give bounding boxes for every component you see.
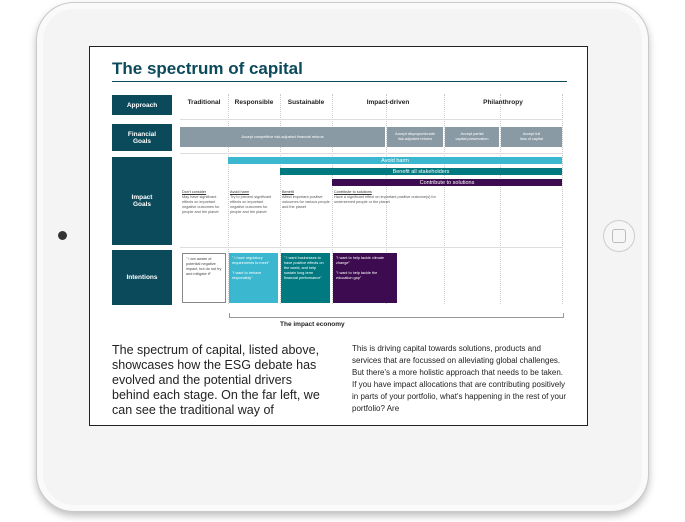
camera-icon xyxy=(58,231,67,240)
column-header-responsible: Responsible xyxy=(234,99,274,106)
impact-contribute xyxy=(334,190,444,205)
row-label-approach: Approach xyxy=(112,95,172,115)
column-divider xyxy=(562,94,563,304)
home-button[interactable] xyxy=(603,220,635,252)
intention-responsible-2: "I want to behave responsibly" xyxy=(232,271,262,280)
impact-sustainable-head: Benefit xyxy=(282,190,294,194)
impact-traditional xyxy=(182,190,226,215)
impact-contribute-body: Have a significant effect on important positive outcome(s) for underserved people or the planet xyxy=(334,195,436,204)
column-header-philanthropy: Philanthropy xyxy=(483,99,523,106)
impact-responsible-head: Avoid harm xyxy=(230,190,250,194)
body-text-left: The spectrum of capital, listed above, showcases how the ESG debate has evolved and the potential drivers behind each stage. On the far left, we can see the traditional way of xyxy=(112,343,320,417)
intention-traditional: " I am aware of potential negative impact, but do not try and mitigate it" xyxy=(182,253,226,303)
impact-responsible-body: Try to prevent significant effects on important negative outcomes for people and the planet xyxy=(230,195,272,214)
intention-impact-2: "I want to help tackle the education gap" xyxy=(336,271,378,280)
column-divider xyxy=(444,94,445,304)
title-divider xyxy=(112,81,567,82)
impact-traditional-head: Don't consider xyxy=(182,190,207,194)
intention-responsible-1: " I have regulatory requirements to meet" xyxy=(232,256,270,265)
impact-traditional-body: May have significant effects on important negative outcomes for people and the planet xyxy=(182,195,220,214)
column-header-traditional: Traditional xyxy=(187,99,221,106)
financial-goal-disproportionate: Accept disproportionate risk-adjusted returns xyxy=(387,127,443,147)
intention-impact xyxy=(333,253,397,303)
impact-sustainable xyxy=(282,190,330,210)
impact-economy-label: The impact economy xyxy=(280,321,345,328)
financial-goal-partial: Accept partial capital preservation xyxy=(445,127,499,147)
impact-economy-bracket xyxy=(229,313,564,318)
bar-contribute-solutions: Contribute to solutions xyxy=(332,179,562,186)
intention-impact-1: "I want to help tackle climate change" xyxy=(336,256,384,265)
column-divider xyxy=(500,94,501,304)
row-divider xyxy=(180,247,562,248)
row-divider xyxy=(180,153,562,154)
page-title: The spectrum of capital xyxy=(112,59,303,78)
column-header-sustainable: Sustainable xyxy=(287,99,325,106)
impact-contribute-head: Contribute to solutions xyxy=(334,190,372,194)
bar-benefit-stakeholders: Benefit all stakeholders xyxy=(280,168,562,175)
row-divider xyxy=(180,119,562,120)
impact-sustainable-body: Affect important positive outcomes for various people and the planet xyxy=(282,195,330,209)
row-label-intentions: Intentions xyxy=(112,250,172,305)
impact-responsible xyxy=(230,190,278,215)
body-text-right: This is driving capital towards solutions, products and services that are focussed on alleviating global challenges. But there's a more holistic approach that needs to be taken. If you have impact allocations that are contributing positively in parts of your portfolio, what's happening in the rest of your portfolio? Are xyxy=(352,344,567,413)
financial-goal-competitive: Accept competitive risk-adjusted financial returns xyxy=(180,127,385,147)
financial-goal-full-loss: Accept full loss of capital xyxy=(501,127,562,147)
bar-avoid-harm: Avoid harm xyxy=(228,157,562,164)
tablet-screen xyxy=(89,46,588,426)
intention-sustainable: " I want businesses to have positive effects on the world, and help sustain long-term financial performance" xyxy=(281,253,330,303)
row-label-impact-goals: Impact Goals xyxy=(112,157,172,245)
column-header-impact-driven: Impact-driven xyxy=(366,99,410,106)
row-label-financial-goals: Financial Goals xyxy=(112,124,172,151)
intention-responsible xyxy=(229,253,278,303)
